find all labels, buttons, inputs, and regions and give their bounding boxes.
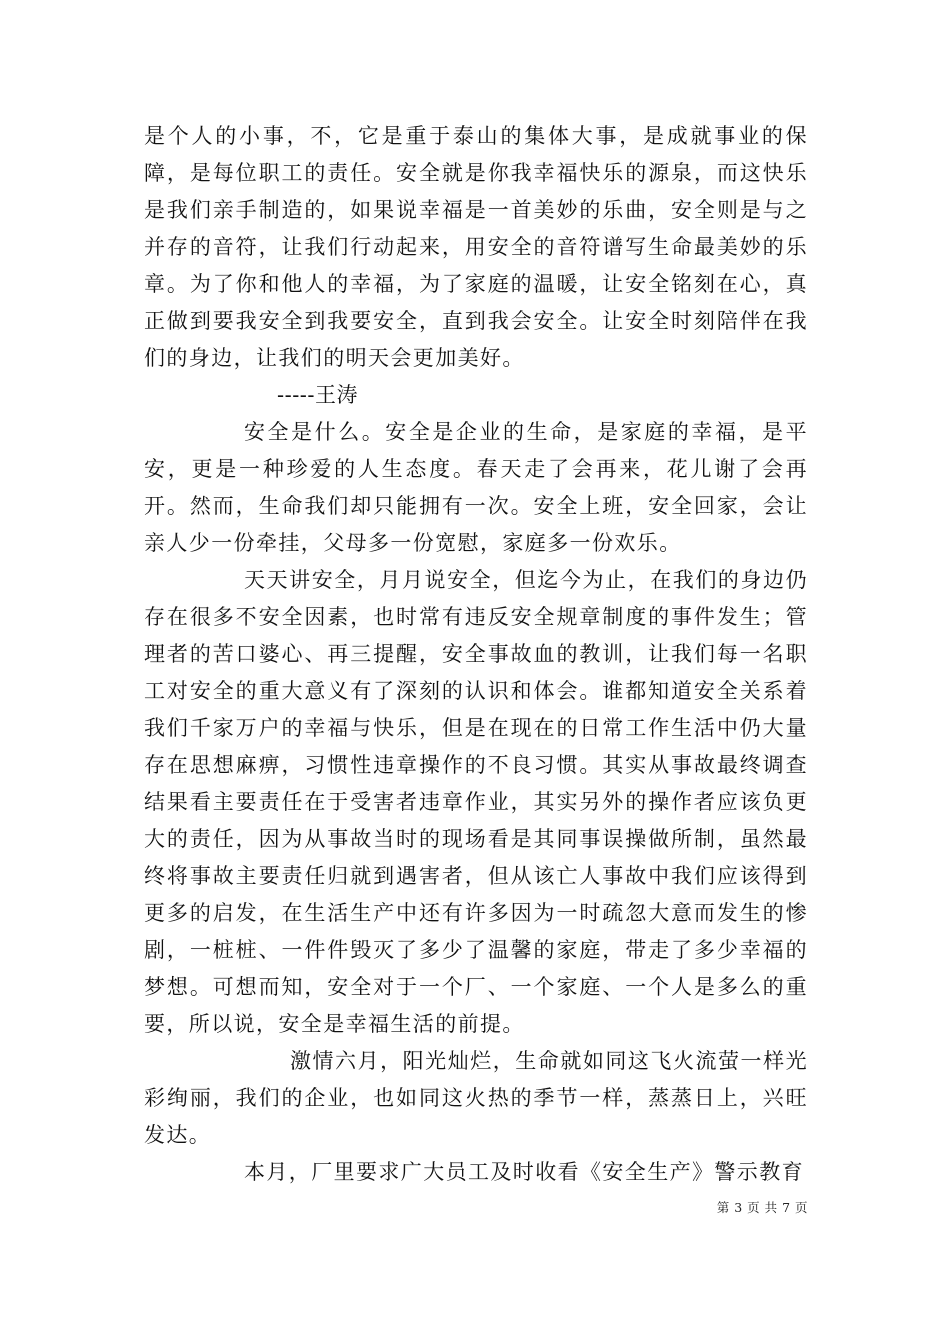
paragraph-1: 是个人的小事，不，它是重于泰山的集体大事，是成就事业的保障，是每位职工的责任。安全就是你我幸福快乐的源泉，而这快乐是我们亲手制造的，如果说幸福是一首美妙的乐曲，安全则是与之并存的音符，让我们行动起来，用安全的音符谱写生命最美妙的乐章。为了你和他人的幸福，为了家庭的温暖，让安全铭刻在心，真正做到要我安全到我要安全，直到我会安全。让安全时刻陪伴在我们的身边，让我们的明天会更加美好。 [144, 124, 808, 370]
paragraph-4: 激情六月，阳光灿烂，生命就如同这飞火流萤一样光彩绚丽，我们的企业，也如同这火热的季节一样，蒸蒸日上，兴旺发达。 [144, 1049, 808, 1147]
paragraph-5: 本月，厂里要求广大员工及时收看《安全生产》警示教育 [244, 1160, 804, 1184]
author-signature: -----王涛 [277, 383, 358, 407]
document-body [144, 118, 808, 1191]
paragraph-3: 天天讲安全，月月说安全，但迄今为止，在我们的身边仍存在很多不安全因素，也时常有违反安全规章制度的事件发生；管理者的苦口婆心、再三提醒，安全事故血的教训，让我们每一名职工对安全的重大意义有了深刻的认识和体会。谁都知道安全关系着我们千家万户的幸福与快乐，但是在现在的日常工作生活中仍大量存在思想麻痹，习惯性违章操作的不良习惯。其实从事故最终调查结果看主要责任在于受害者违章作业，其实另外的操作者应该负更大的责任，因为从事故当时的现场看是其同事误操做所制，虽然最终将事故主要责任归就到遇害者，但从该亡人事故中我们应该得到更多的启发，在生活生产中还有许多因为一时疏忽大意而发生的惨剧，一桩桩、一件件毁灭了多少了温馨的家庭，带走了多少幸福的梦想。可想而知，安全对于一个厂、一个家庭、一个人是多么的重要，所以说，安全是幸福生活的前提。 [144, 568, 808, 1036]
page-number-footer: 第 3 页 共 7 页 [716, 1200, 808, 1215]
paragraph-2: 安全是什么。安全是企业的生命，是家庭的幸福，是平安，更是一种珍爱的人生态度。春天走了会再来，花儿谢了会再开。然而，生命我们却只能拥有一次。安全上班，安全回家，会让亲人少一份牵挂，父母多一份宽慰，家庭多一份欢乐。 [144, 420, 808, 555]
